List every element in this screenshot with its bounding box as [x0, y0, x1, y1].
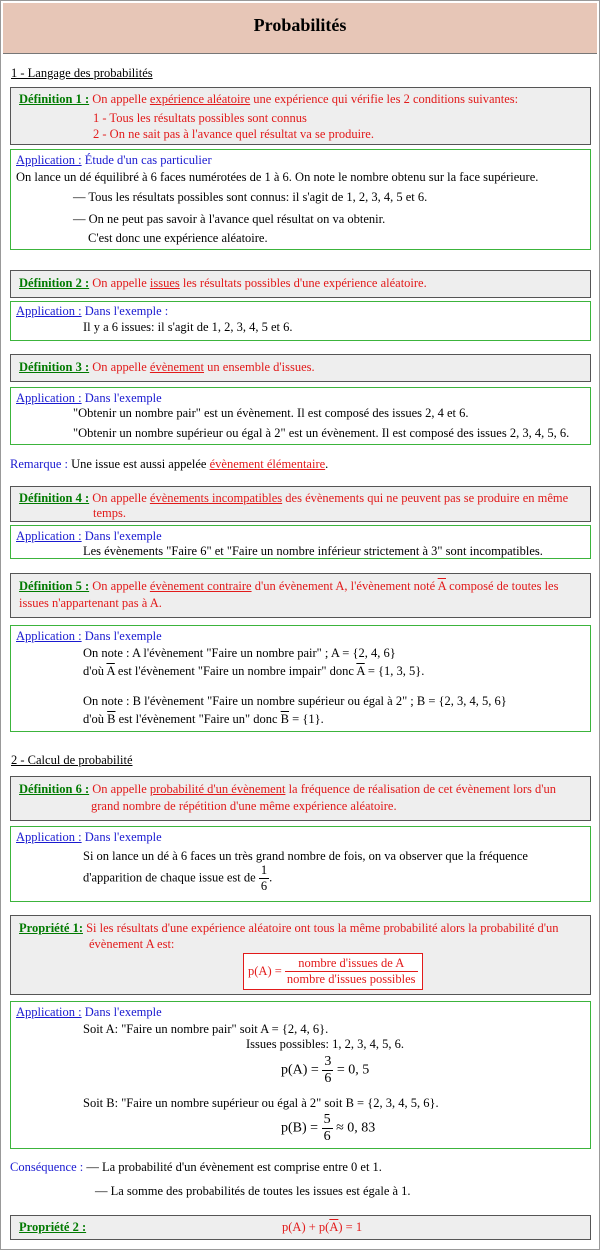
application-label: Application :	[16, 391, 82, 405]
property-label: Propriété 2 :	[19, 1220, 87, 1234]
application-6: Application : Dans l'exemple Si on lance un dé à 6 faces un très grand nombre de fois, on va observer que la fréquence d'apparition de chaque issue est de $\frac{1}{6}$ .	[10, 826, 591, 902]
formula-p-a: p(A) = $\frac{3}{6}$ = 0, 5	[281, 1054, 370, 1086]
defined-term: évènement élémentaire	[209, 457, 326, 471]
definition-label: Définition 5 :	[19, 579, 90, 593]
property-1: Propriété 1: Si les résultats d'une expérience aléatoire ont tous la même probabilité alors la probabilité d'un évènement A est: p(A) = $\frac{\text{nombre d'issues de A}}{\text{nombre d'issues possibles}}$	[10, 915, 591, 995]
definition-label: Définition 2 :	[19, 276, 90, 290]
application-label: Application :	[16, 1005, 82, 1019]
a-bar-symbol: $\overline{A}$	[437, 579, 446, 593]
dash-bullet: —	[95, 1184, 108, 1198]
condition-1: 1 - Tous les résultats possibles sont connus	[93, 111, 307, 125]
formula-p-b: p(B) = $\frac{5}{6}$ ≈ 0, 83	[281, 1112, 376, 1144]
definition-label: Définition 3 :	[19, 360, 90, 374]
page-title: Probabilités	[3, 3, 597, 54]
definition-3: Définition 3 : On appelle évènement un ensemble d'issues.	[10, 354, 591, 382]
a-bar-symbol: $\overline{A}$	[106, 664, 115, 678]
application-label: Application :	[16, 529, 82, 543]
remark-label: Remarque :	[10, 457, 68, 471]
property-2-formula: $p(A) + p(\overline{A}) = 1$	[282, 1220, 363, 1234]
definition-label: Définition 6 :	[19, 782, 90, 796]
application-4: Application : Dans l'exemple Les évènements "Faire 6" et "Faire un nombre inférieur strictement à 3" sont incompatibles.	[10, 525, 591, 559]
application-1: Application : Étude d'un cas particulier On lance un dé équilibré à 6 faces numérotées de 1 à 6. On note le nombre obtenu sur la face supérieure. — Tous les résultats possibles sont connus: il s'agit de 1, 2, 3, 4, 5 et 6. — On ne peut pas savoir à l'avance quel résultat on va obtenir. C'est donc une expérience aléatoire.	[10, 149, 591, 250]
a-bar-symbol: $\overline{A}$	[356, 664, 365, 678]
b-bar-symbol: $\overline{B}$	[280, 712, 290, 726]
definition-6: Définition 6 : On appelle probabilité d'un évènement la fréquence de réalisation de cet évènement lors d'un grand nombre de répétition d'une même expérience aléatoire.	[10, 776, 591, 821]
a-bar-symbol: $\overline{A}$	[329, 1220, 339, 1234]
application-7: Application : Dans l'exemple Soit A: "Faire un nombre pair" soit A = {2, 4, 6}. Issues possibles: 1, 2, 3, 4, 5, 6. p(A) = $\frac{3}{6}$ = 0, 5 Soit B: "Faire un nombre supérieur ou égal à 2" soit B = {2, 3, 4, 5, 6}. p(B) = $\frac{5}{6}$ ≈ 0, 83	[10, 1001, 591, 1149]
application-2: Application : Dans l'exemple : Il y a 6 issues: il s'agit de 1, 2, 3, 4, 5 et 6.	[10, 301, 591, 341]
defined-term: expérience aléatoire	[149, 92, 251, 106]
definition-5: Définition 5 : On appelle évènement contraire d'un évènement A, l'évènement noté $\overline{A}$ composé de toutes les issues n'appartenant pas à A.	[10, 573, 591, 618]
definition-2: Définition 2 : On appelle issues les résultats possibles d'une expérience aléatoire.	[10, 270, 591, 298]
fraction-one-sixth: $\frac{1}{6}$	[260, 863, 268, 893]
b-bar-symbol: $\overline{B}$	[107, 712, 116, 726]
dash-bullet: —	[73, 212, 86, 226]
application-3: Application : Dans l'exemple "Obtenir un nombre pair" est un évènement. Il est composé des issues 2, 4 et 6. "Obtenir un nombre supérieur ou égal à 2" est un évènement. Il est composé des issues 2, 3, 4, 5, 6.	[10, 387, 591, 445]
section-heading-2: 2 - Calcul de probabilité	[11, 753, 133, 767]
defined-term: issues	[149, 276, 180, 290]
property-2	[10, 1215, 591, 1240]
section-heading-1: 1 - Langage des probabilités	[11, 66, 153, 80]
application-label: Application :	[16, 153, 82, 167]
definition-label: Définition 1 :	[19, 92, 90, 106]
dash-bullet: —	[86, 1160, 99, 1174]
condition-2: 2 - On ne sait pas à l'avance quel résultat va se produire.	[93, 127, 374, 141]
remark: Remarque : Une issue est aussi appelée évènement élémentaire.	[10, 457, 329, 471]
defined-term: évènement	[149, 360, 205, 374]
page: Probabilités 1 - Langage des probabilités Définition 1 : On appelle expérience aléatoire une expérience qui vérifie les 2 conditions suivantes: 1 - Tous les résultats possibles sont connus 2 - On ne sait pas à l'avance quel résultat va se produire. Application : Étude d'un cas particulier On lance un dé équilibré à 6 faces numérotées de 1 à 6. On note le nombre obtenu sur la face supérieure. — Tous les résultats possibles sont connus: il s'agit de 1, 2, 3, 4, 5 et 6. — On ne peut pas savoir à l'avance quel résultat on va obtenir. C'est donc une expérience aléatoire. Définition 2 : On appelle issues les résultats possibles d'une expérience aléatoire. Application : Dans l'exemple : Il y a 6 issues: il s'agit de 1, 2, 3, 4, 5 et 6. Définition 3 : On appelle évènement un ensemble d'issues. Application : Dans l'exemple "Obtenir un nombre pair" est un évènement. Il est composé des issues 2, 4 et 6. "Obtenir un nombre supérieur ou égal à 2" est un évènement. Il est composé des issues 2, 3, 4, 5, 6. Remarque : Une issue est aussi appelée évènement élémentaire. Définition 4 : On appelle évènements incompatibles des évènements qui ne peuvent pas se produire en même temps. Application : Dans l'exemple Les évènements "Faire 6" et "Faire un nombre inférieur strictement à 3" sont incompatibles. Définition 5 : On appelle évènement contraire d'un évènement A, l'évènement noté $\overline{A}$ composé de toutes les issues n'appartenant pas à A. Application : Dans l'exemple On note : A l'évènement "Faire un nombre pair" ; A = {2, 4, 6} d'où $\overline{A}$ est l'évènement "Faire un nombre impair" donc $\overline{A} = \{1$, 3, 5}. On note : B l'évènement "Faire un nombre supérieur ou égal à 2" ; B = {2, 3, 4, 5, 6} d'où $\overline{B}$ est l'évènement "Faire un" donc $\overline{B} = \{1\}$. 2 - Calcul de probabilité Définition 6 : On appelle probabilité d'un évènement la fréquence de réalisation de cet évènement lors d'un grand nombre de répétition d'une même expérience aléatoire. Application : Dans l'exemple Si on lance un dé à 6 faces un très grand nombre de fois, on va observer que la fréquence d'apparition de chaque issue est de $\frac{1}{6}$ . Propriété 1: Si les résultats d'une expérience aléatoire ont tous la même probabilité alors la probabilité d'un évènement A est: p(A) = $\frac{\text{nombre d'issues de A}}{\text{nombre d'issues possibles}}$ Application : Dans l'exemple Soit A: "Faire un nombre pair" soit A = {2, 4, 6}. Issues possibles: 1, 2, 3, 4, 5, 6. p(A) = $\frac{3}{6}$ = 0, 5 Soit B: "Faire un nombre supérieur ou égal à 2" soit B = {2, 3, 4, 5, 6}. p(B) = $\frac{5}{6}$ ≈ 0, 83 Conséquence : — La probabilité d'un évènement est comprise entre 0 et 1. — La somme des probabilités de toutes les issues est égale à 1. Propriété 2 : $p(A) + p(\overline{A}) = 1$	[0, 0, 600, 1250]
definition-1: Définition 1 : On appelle expérience aléatoire une expérience qui vérifie les 2 conditions suivantes: 1 - Tous les résultats possibles sont connus 2 - On ne sait pas à l'avance quel résultat va se produire.	[10, 87, 591, 145]
consequence: Conséquence : — La probabilité d'un évènement est comprise entre 0 et 1.	[10, 1160, 382, 1174]
definition-label: Définition 4 :	[19, 491, 90, 505]
dash-bullet: —	[73, 190, 86, 204]
application-label: Application :	[16, 629, 82, 643]
application-5: Application : Dans l'exemple On note : A l'évènement "Faire un nombre pair" ; A = {2, 4, 6} d'où $\overline{A}$ est l'évènement "Faire un nombre impair" donc $\overline{A} = \{1$, 3, 5}. On note : B l'évènement "Faire un nombre supérieur ou égal à 2" ; B = {2, 3, 4, 5, 6} d'où $\overline{B}$ est l'évènement "Faire un" donc $\overline{B} = \{1\}$.	[10, 625, 591, 732]
application-label: Application :	[16, 830, 82, 844]
definition-4: Définition 4 : On appelle évènements incompatibles des évènements qui ne peuvent pas se produire en même temps.	[10, 486, 591, 522]
application-label: Application :	[16, 304, 82, 318]
consequence-label: Conséquence :	[10, 1160, 84, 1174]
defined-term: évènement contraire	[149, 579, 252, 593]
property-label: Propriété 1:	[19, 921, 83, 935]
probability-formula: p(A) = $\frac{\text{nombre d'issues de A}}{\text{nombre d'issues possibles}}$	[243, 953, 423, 990]
defined-term: évènements incompatibles	[149, 491, 283, 505]
defined-term: probabilité d'un évènement	[149, 782, 286, 796]
